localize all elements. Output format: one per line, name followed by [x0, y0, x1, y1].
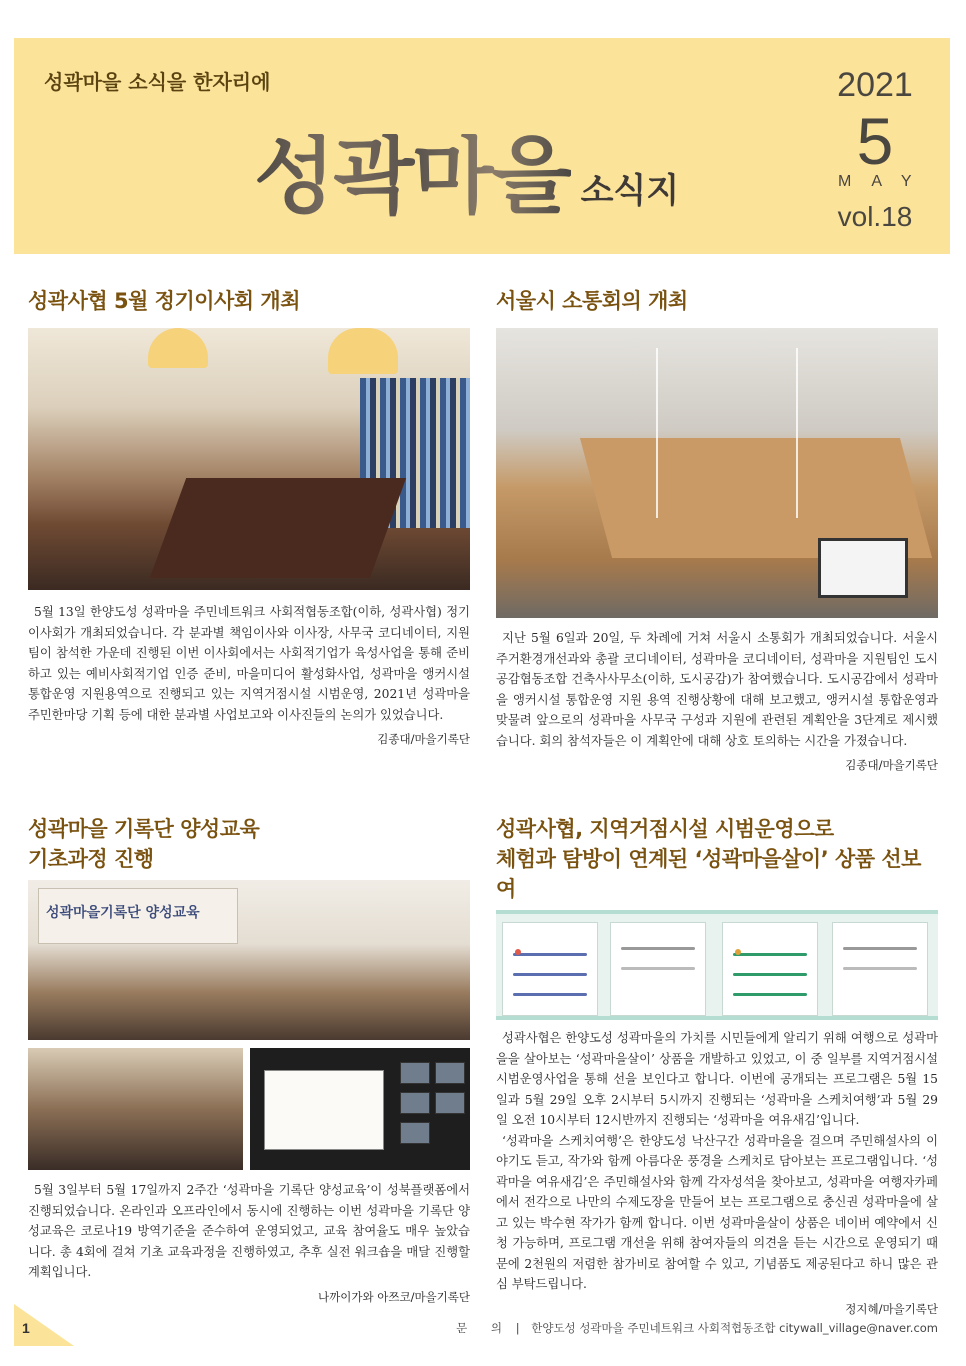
article-paragraph: 5월 13일 한양도성 성곽마을 주민네트워크 사회적협동조합(이하, 성곽사협) 정기이사회가 개최되었습니다. 각 분과별 책임이사와 이사장, 사무국 코디네이터, 지원팀이 참석한 가운데 진행된 이번 이사회에서는 사회적기업가 육성사업을 통해 준비하고 있는 예비사회적기업 인증 준비, 마을미디어 활성화사업, 성곽마을 앵커시설 통합운영 지원용역으로 진행되고 있는 지역거점시설 시범운영, 2021년 성곽마을 주민한마당 기획 등에 대한 분과별 사업보고와 이사진들의 논의가 있었습니다. [28, 605, 470, 722]
meeting-photo [28, 328, 470, 590]
article-byline: 정지혜/마을기록단 [845, 1301, 938, 1316]
headline-line: 체험과 탐방이 연계된 ‘성곽마을살이’ 상품 선보여 [496, 847, 921, 901]
newsletter-title: 성곽마을 [254, 127, 571, 225]
masthead-banner [14, 38, 950, 254]
article-paragraph: 5월 3일부터 5월 17일까지 2주간 ‘성곽마을 기록단 양성교육’이 성북플랫폼에서 진행되었습니다. 온라인과 오프라인에서 동시에 진행하는 이번 성곽마을 기록단 양성교육은 코로나19 방역기준을 준수하여 운영되었고, 교육 참여율도 매우 높았습니다. 총 4회에 걸쳐 기초 교육과정을 진행하였고, 추후 실전 워크숍을 매달 진행할 계획입니다. [28, 1183, 470, 1279]
glass-divider [796, 348, 798, 518]
article-headline [496, 814, 938, 904]
article-paragraph: 지난 5월 6일과 20일, 두 차례에 거쳐 서울시 소통회가 개최되었습니다. 서울시 주거환경개선과와 총괄 코디네이터, 성곽마을 코디네이터, 성곽마을 지원팀인 도시공감협동조합 건축사사무소(이하, 도시공감)가 참여했습니다. 도시공감에서 성곽마을 앵커시설 통합운영 지원 용역 진행상황에 대해 보고했고, 앵커시설 통합운영과 맞물려 앞으로의 성곽마을 사무국 구성과 지원에 관련된 계획안을 3단계로 제시했습니다. 회의 참석자들은 이 계획안에 대해 상호 토의하는 시간을 가졌습니다. [496, 631, 938, 748]
tagline: 성곽마을 소식을 한자리에 [44, 70, 271, 94]
issue-month-name: MAY [838, 173, 932, 190]
headline-line: 기초과정 진행 [28, 847, 154, 871]
article-headline [28, 814, 470, 874]
contact-email: citywall_village@naver.com [779, 1321, 938, 1335]
issue-volume: vol.18 [837, 201, 913, 232]
newsletter-subtitle: 소식지 [580, 171, 680, 211]
video-tile [400, 1122, 430, 1144]
article-byline: 나까이가와 아쯔코/마을기록단 [318, 1289, 470, 1304]
issue-year: 2021 [837, 66, 913, 104]
lamp-shape [328, 328, 398, 374]
training-photo [28, 880, 470, 1040]
masthead [254, 118, 680, 225]
organization-name: 한양도성 성곽마을 주민네트워크 사회적협동조합 [531, 1321, 776, 1335]
article-body [28, 1180, 470, 1283]
lamp-shape [148, 328, 208, 368]
article-body [28, 602, 470, 725]
page-number: 1 [22, 1320, 30, 1336]
article-board-meeting [28, 286, 470, 747]
video-tile [400, 1092, 430, 1114]
laptop-shape [818, 538, 908, 598]
brochure-card [832, 922, 928, 1016]
article-byline: 김종대/마을기록단 [377, 732, 470, 746]
article-paragraph: ‘성곽마을 스케치여행’은 한양도성 낙산구간 성곽마을을 걸으며 주민해설사의 이야기도 듣고, 작가와 함께 아름다운 풍경을 스케치로 담아보는 프로그램입니다. ‘성곽마을 여유새김’은 주민해설사와 함께 각자성석을 찾아보고, 성곽마을 여행자카페에서 전각으로 나만의 수제도장을 만들어 보는 프로그램으로 충신권 성곽마을에 살고 있는 박수현 작가가 함께 합니다. 이번 성곽마을살이 상품은 네이버 예약에서 신청 가능하며, 프로그램 개선을 위해 참여자들의 의견을 듣는 시간으로 운영되기 때문에 2천원의 저렴한 참가비로 참여할 수 있고, 기념품도 제공된다고 하니 많은 관심 부탁드립니다. [496, 1133, 938, 1291]
video-tile [435, 1062, 465, 1084]
council-photo [496, 328, 938, 618]
article-body [496, 1028, 938, 1295]
headline-line: 성곽마을 기록단 양성교육 [28, 817, 260, 841]
video-tile [435, 1092, 465, 1114]
video-tile [400, 1062, 430, 1084]
issue-month: 5 [856, 104, 894, 178]
banner-board-text: 성곽마을기록단 양성교육 [46, 905, 200, 921]
article-seoul-council [496, 286, 938, 773]
footer-separator: | [515, 1321, 520, 1335]
footer-contact [456, 1320, 938, 1336]
table-shape [150, 478, 406, 578]
glass-divider [656, 348, 658, 518]
brochure-card [502, 922, 598, 1016]
contact-label: 문 의 [456, 1321, 513, 1335]
headline-line: 성곽사협, 지역거점시설 시범운영으로 [496, 817, 834, 841]
issue-info [820, 66, 930, 233]
online-session-photo [250, 1048, 470, 1170]
slide-shape [264, 1070, 384, 1150]
classroom-photo [28, 1048, 243, 1170]
article-headline [28, 286, 470, 316]
article-recorder-training [28, 814, 470, 1305]
headline-line: 서울시 소통회의 개최 [496, 289, 688, 313]
article-village-living [496, 814, 938, 1317]
brochure-card [610, 922, 706, 1016]
article-headline [496, 286, 938, 316]
headline-line: 성곽사협 5월 정기이사회 개최 [28, 289, 300, 313]
program-brochure-image [496, 910, 938, 1020]
article-byline: 김종대/마을기록단 [845, 758, 938, 772]
article-paragraph: 성곽사협은 한양도성 성곽마을의 가치를 시민들에게 알리기 위해 여행으로 성곽마을을 살아보는 ‘성곽마을살이’ 상품을 개발하고 있었고, 이 중 일부를 지역거점시설 시범운영사업을 통해 선을 보인다고 합니다. 이번에 공개되는 프로그램은 5월 15일과 5월 29일 오후 2시부터 5시까지 진행되는 ‘성곽마을 스케치여행’과 5월 29일 오전 10시부터 12시반까지 진행되는 ‘성곽마을 여유새김’입니다. [496, 1031, 938, 1127]
article-body [496, 628, 938, 751]
photo-row [28, 1048, 470, 1170]
brochure-card [722, 922, 818, 1016]
